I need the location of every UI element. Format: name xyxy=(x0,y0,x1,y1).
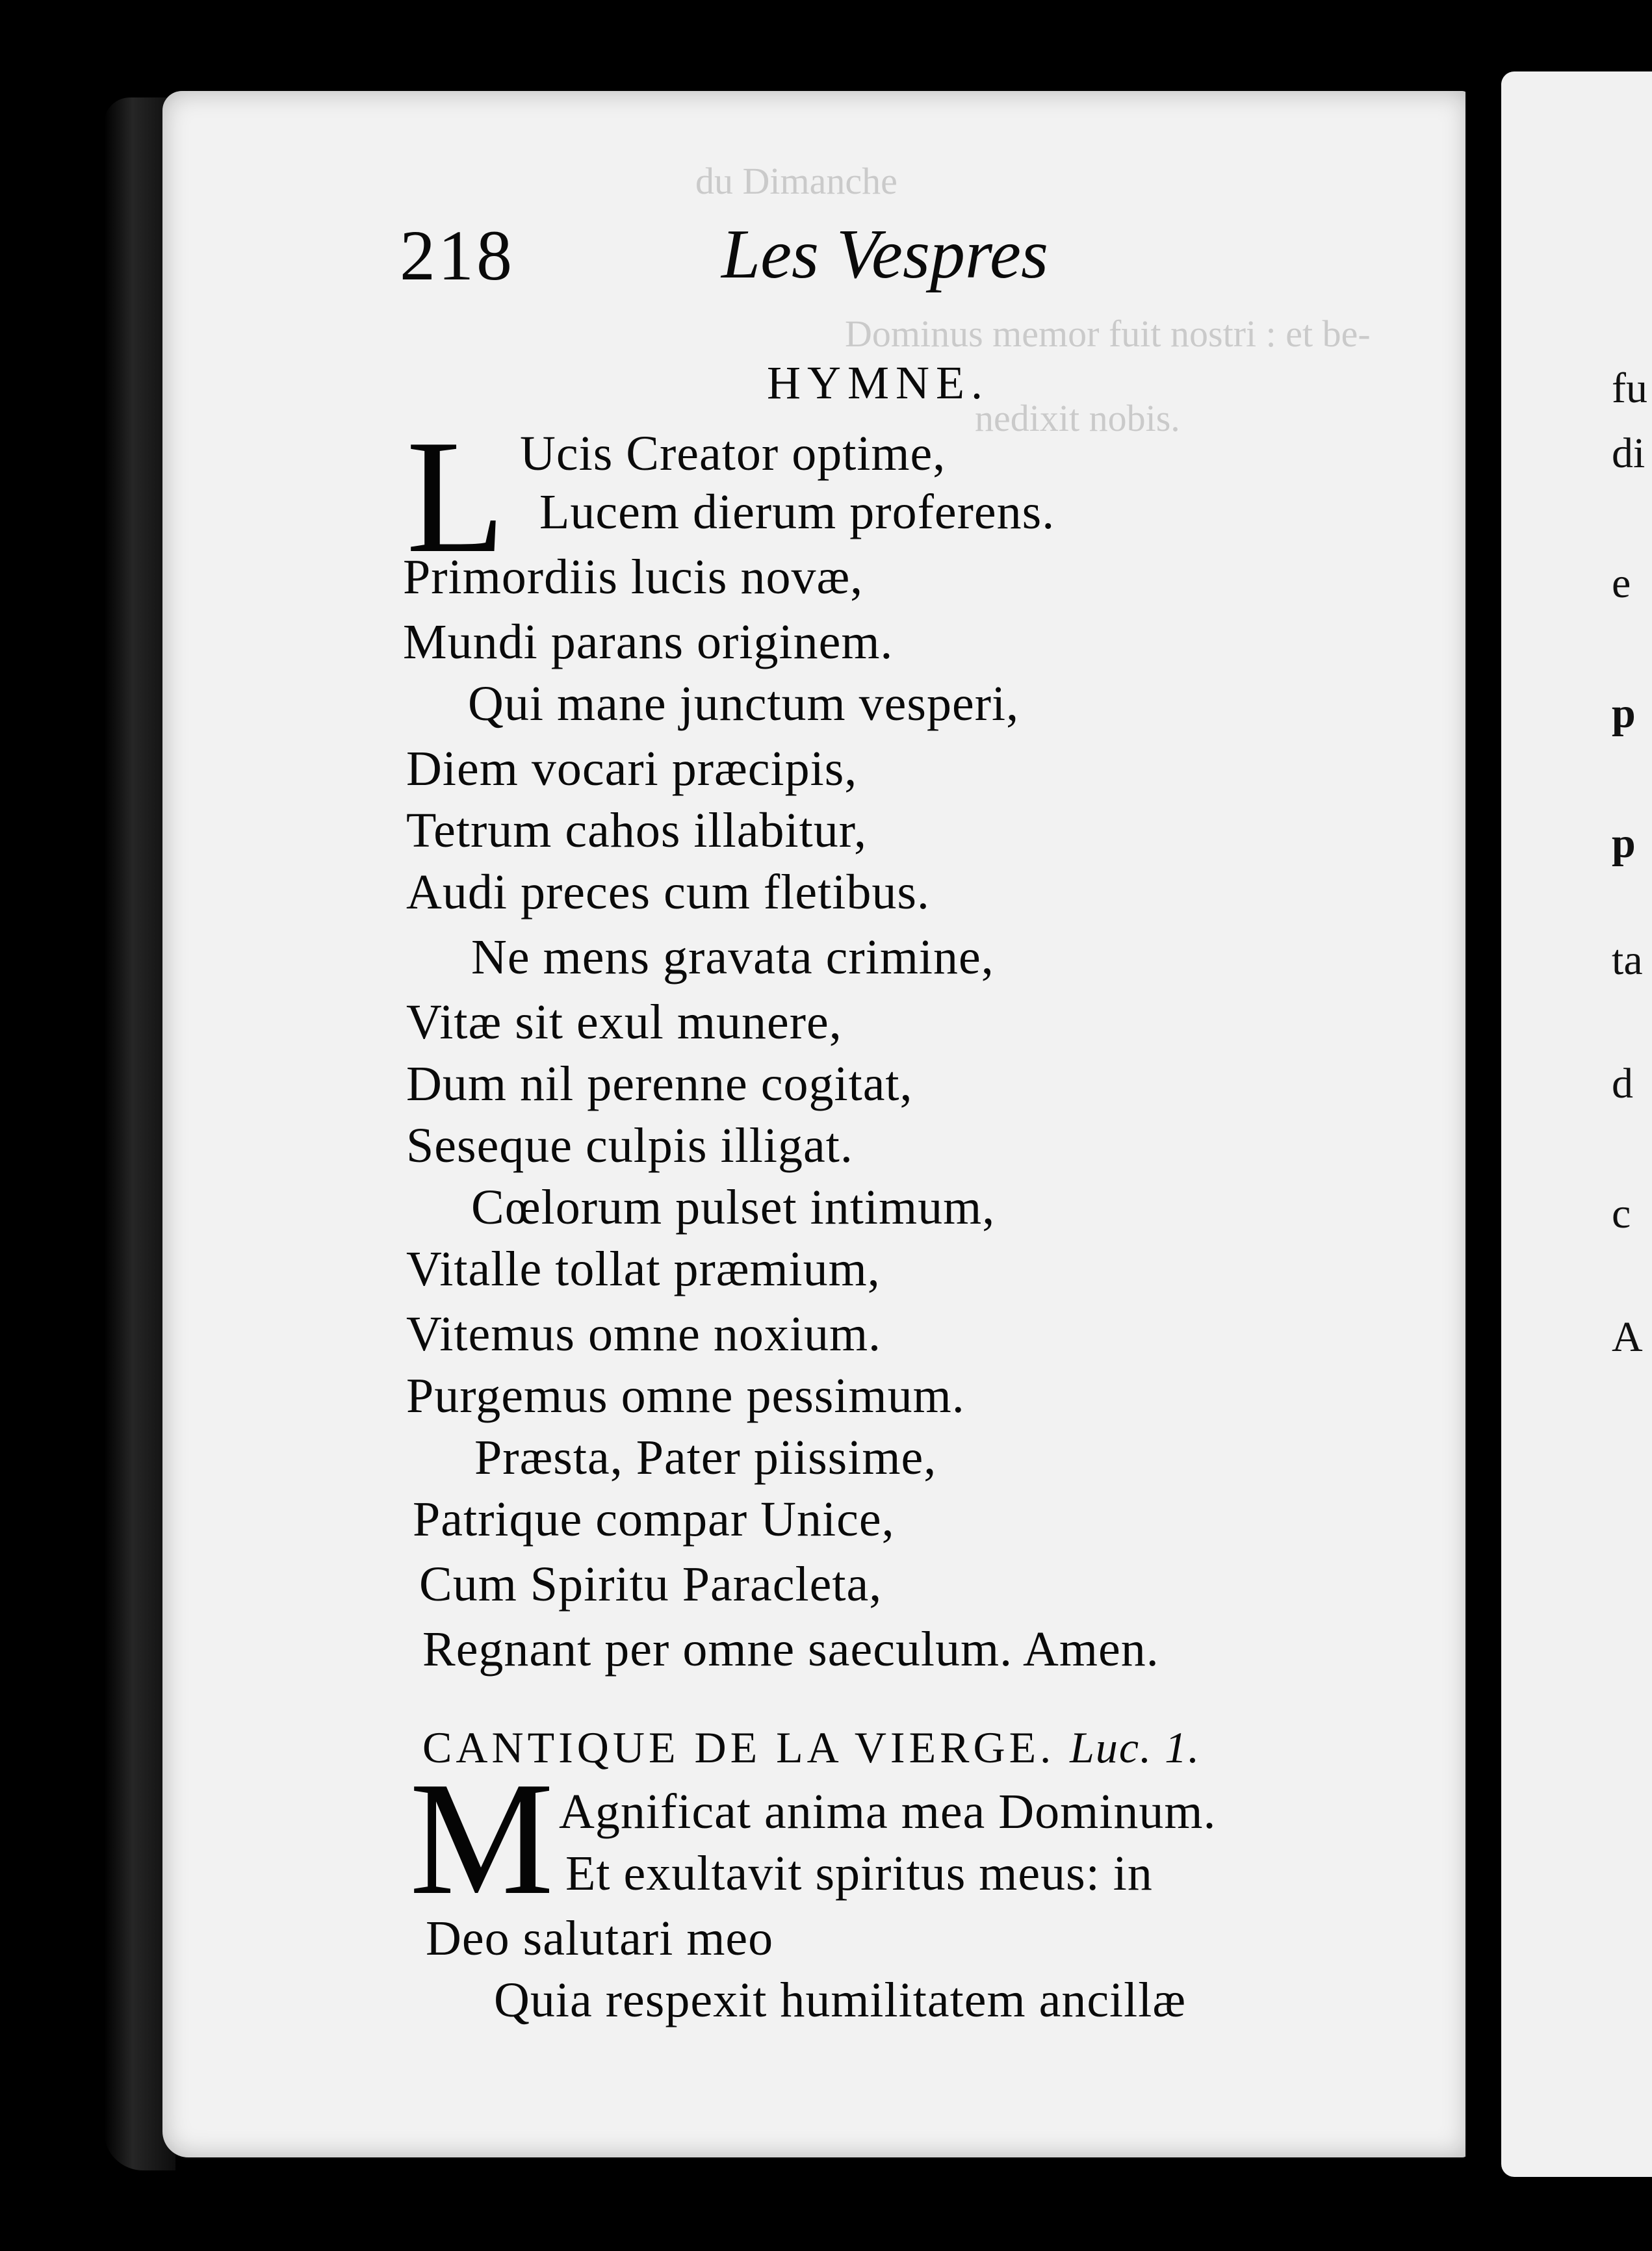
right-page-fragment: p xyxy=(1612,689,1636,737)
hymn-line: Diem vocari præcipis, xyxy=(406,741,858,796)
hymn-line: Purgemus omne pessimum. xyxy=(406,1369,965,1423)
hymn-line: Ne mens gravata crimine, xyxy=(471,930,994,984)
hymn-line: Præsta, Pater piissime, xyxy=(474,1430,937,1485)
hymn-line: Qui mane junctum vesperi, xyxy=(468,676,1020,731)
hymn-line: Seseque culpis illigat. xyxy=(406,1118,853,1173)
canticle-line: Deo salutari meo xyxy=(426,1911,774,1966)
right-page-fragment: d xyxy=(1612,1060,1633,1107)
hymn-line: Dum nil perenne cogitat, xyxy=(406,1057,913,1111)
canticle-line: Quia respexit humilitatem ancillæ xyxy=(494,1973,1187,2027)
right-page-fragment: ta xyxy=(1612,936,1643,984)
bleed-through-line: du Dimanche xyxy=(695,160,897,202)
canticle-line: Agnificat anima mea Dominum. xyxy=(559,1784,1217,1839)
running-title: Les Vespres xyxy=(721,216,1048,293)
hymn-line: Mundi parans originem. xyxy=(403,615,894,669)
hymn-line: Audi preces cum fletibus. xyxy=(406,865,930,920)
right-page-fragment: fu xyxy=(1612,365,1647,412)
hymn-line: Vitemus omne noxium. xyxy=(406,1307,882,1361)
canticle-title: CANTIQUE DE LA VIERGE. xyxy=(422,1723,1055,1772)
bleed-through-line: Dominus memor fuit nostri : et be- xyxy=(845,313,1371,355)
canticle-dropcap: M xyxy=(409,1749,554,1929)
canticle-line: Et exultavit spiritus meus: in xyxy=(565,1846,1153,1901)
hymn-dropcap: L xyxy=(406,407,506,587)
hymn-line: Patrique compar Unice, xyxy=(413,1492,895,1547)
bleed-through-line: nedixit nobis. xyxy=(975,397,1180,439)
hymn-heading: HYMNE. xyxy=(767,357,989,409)
right-page-fragment: p xyxy=(1612,819,1636,867)
hymn-line: Vitalle tollat præmium, xyxy=(406,1242,881,1296)
hymn-line: Cum Spiritu Paracleta, xyxy=(419,1557,883,1612)
hymn-line: Vitæ sit exul munere, xyxy=(406,995,842,1049)
right-page-fragment: e xyxy=(1612,560,1631,607)
right-page-fragment: di xyxy=(1612,430,1646,477)
page-number: 218 xyxy=(400,216,515,295)
hymn-line: Lucem dierum proferens. xyxy=(539,485,1055,539)
hymn-line: Cœlorum pulset intimum, xyxy=(471,1180,996,1235)
page-gutter xyxy=(1465,65,1504,2190)
canticle-reference: Luc. 1. xyxy=(1070,1723,1201,1772)
hymn-line: Regnant per omne saeculum. Amen. xyxy=(422,1622,1159,1677)
right-page-fragment: c xyxy=(1612,1190,1631,1237)
hymn-line: Primordiis lucis novæ, xyxy=(403,550,864,604)
right-page-fragment: A xyxy=(1612,1313,1643,1361)
hymn-line: Tetrum cahos illabitur, xyxy=(406,803,868,858)
hymn-line: Ucis Creator optime, xyxy=(520,426,946,481)
